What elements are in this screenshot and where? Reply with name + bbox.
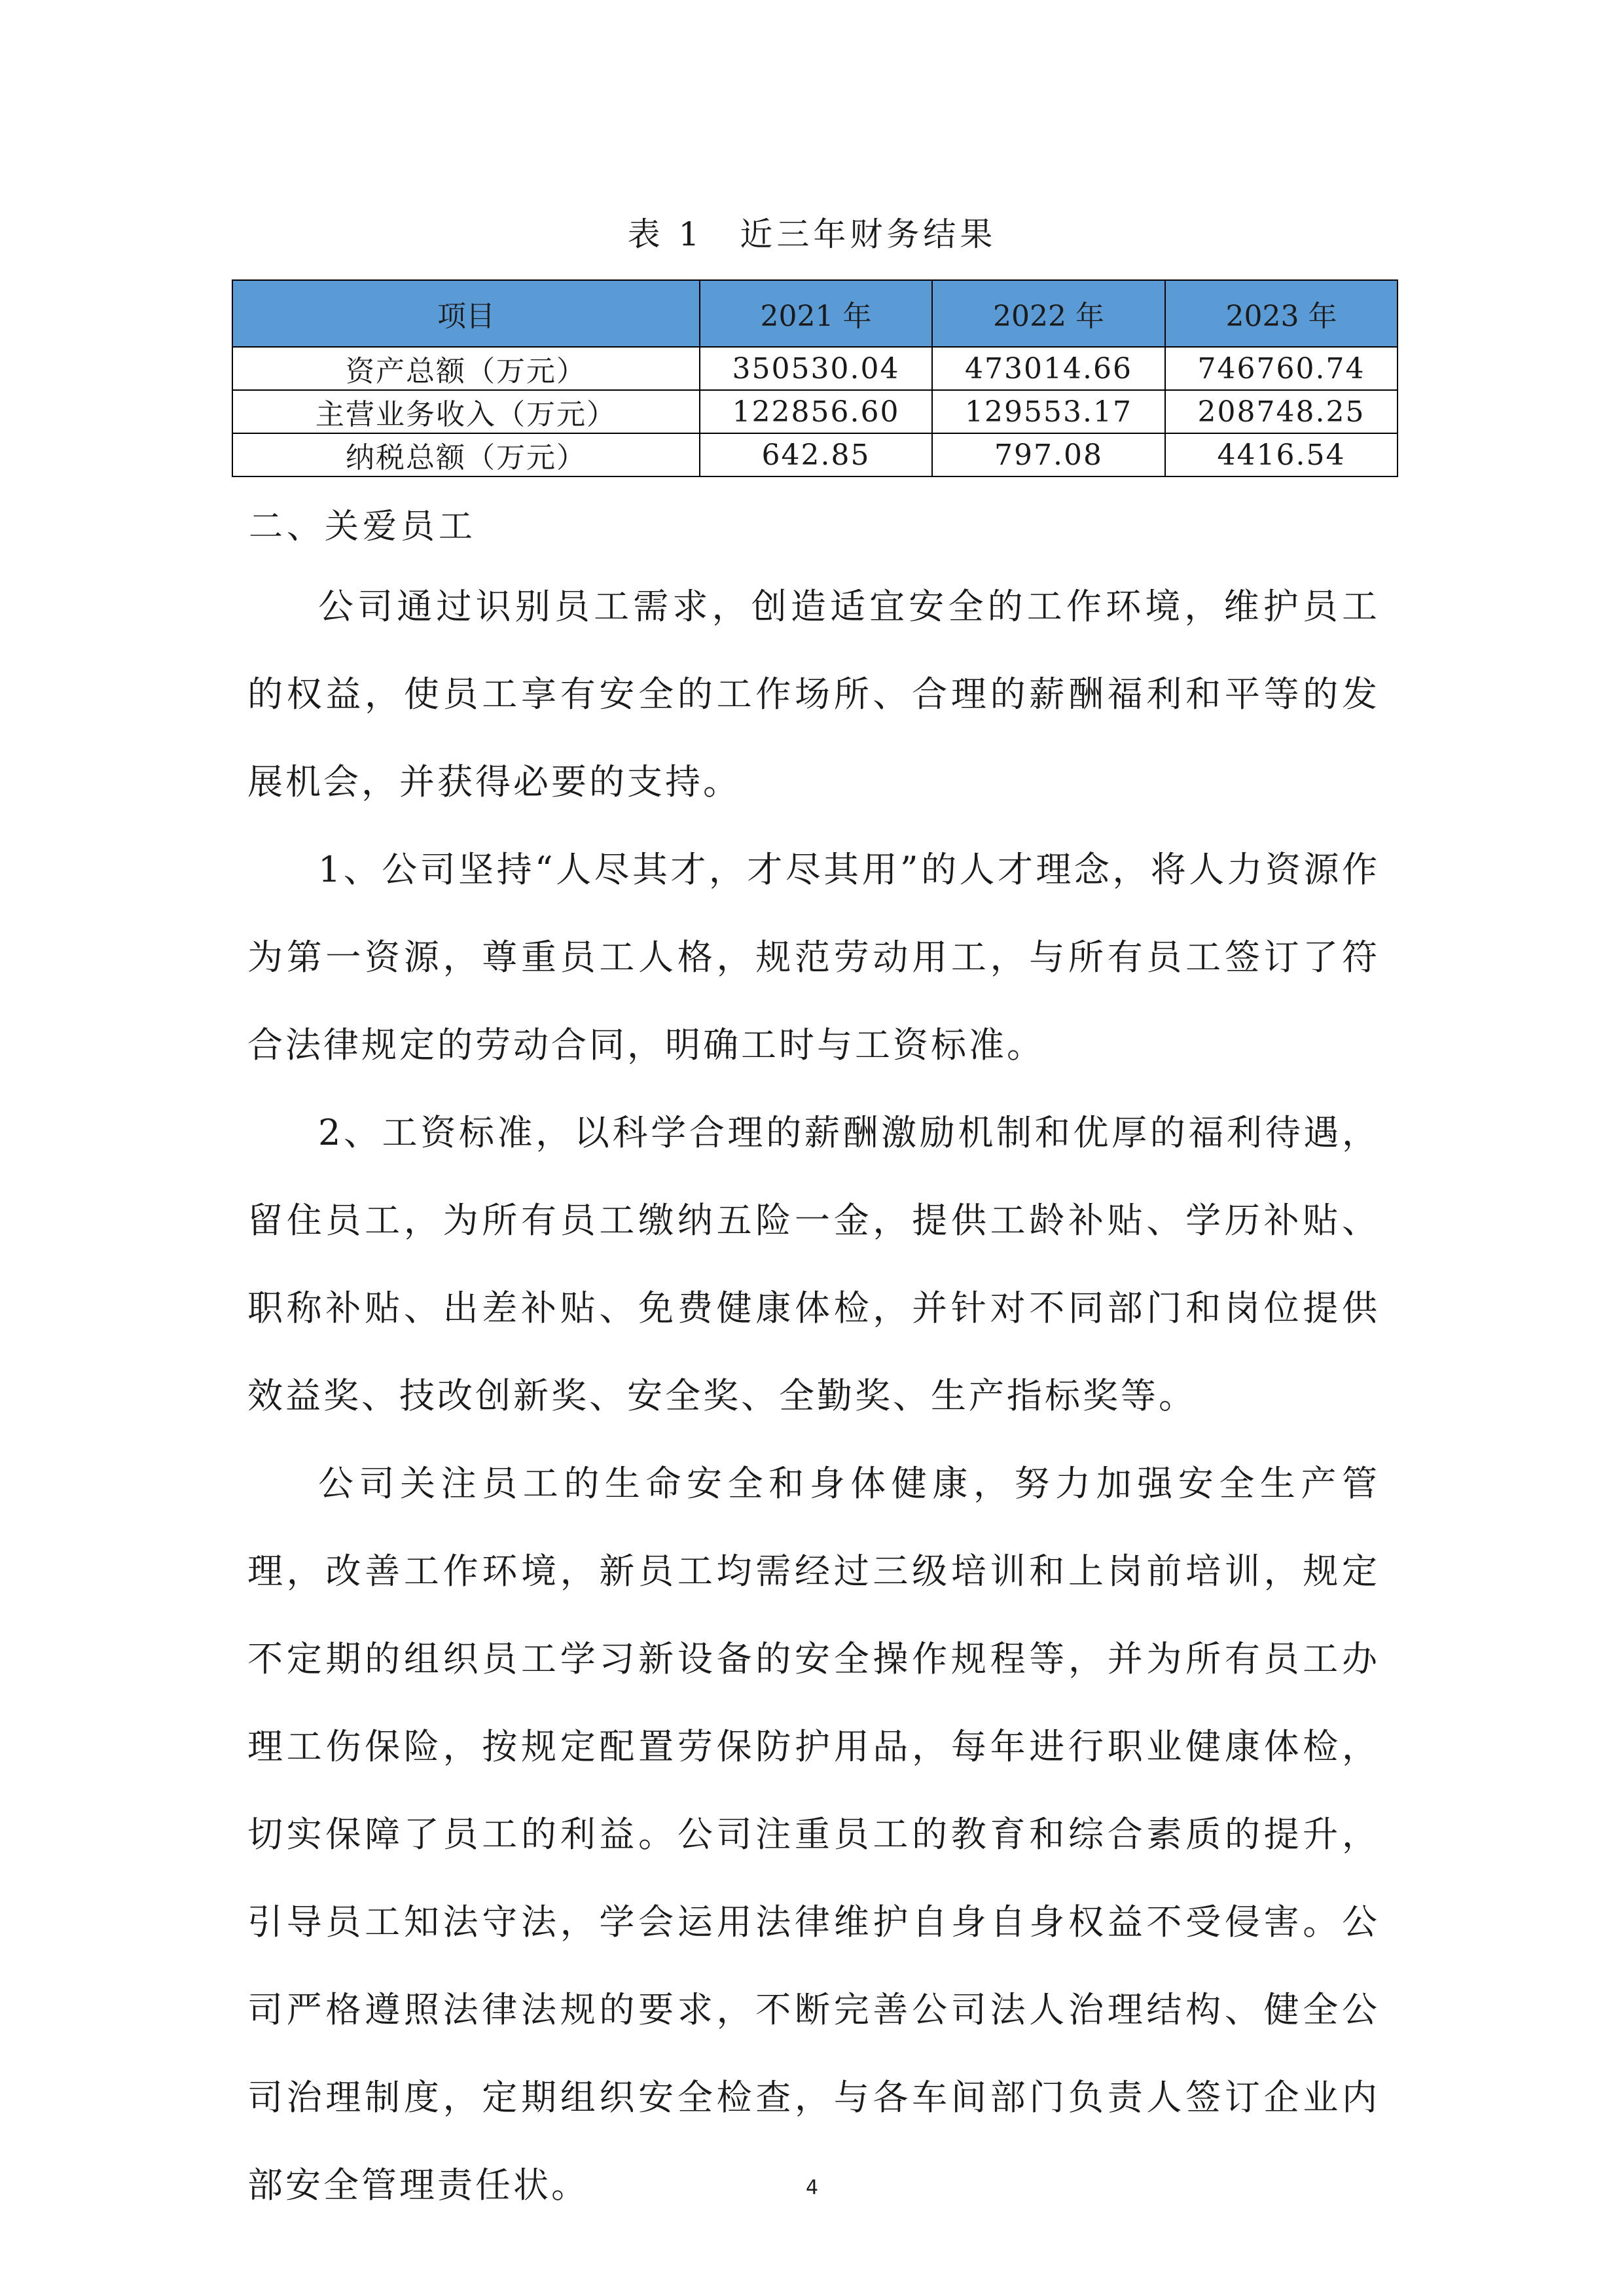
paragraph: 2、工资标准，以科学合理的薪酬激励机制和优厚的福利待遇，留住员工，为所有员工缴纳五险一金，提供工龄补贴、学历补贴、职称补贴、出差补贴、免费健康体检，并针对不同部门和岗位提供效益奖、技改创新奖、安全奖、全勤奖、生产指标奖等。 [247, 1112, 1380, 1416]
table-header-row [232, 280, 1398, 347]
financial-results-table [232, 279, 1398, 477]
page-number: 4 [805, 2176, 819, 2199]
table-row [232, 433, 1398, 476]
row-label: 资产总额（万元） [232, 347, 700, 390]
header-year-2021: 2021 年 [700, 280, 932, 347]
table-caption: 表 1 近三年财务结果 [627, 215, 997, 253]
body-text [247, 563, 1380, 2229]
header-year-2022: 2022 年 [932, 280, 1165, 347]
table-cell: 473014.66 [932, 347, 1165, 390]
row-label: 主营业务收入（万元） [232, 390, 700, 433]
table-cell: 797.08 [932, 433, 1165, 476]
table-cell: 122856.60 [700, 390, 932, 433]
paragraph: 公司关注员工的生命安全和身体健康，努力加强安全生产管理，改善工作环境，新员工均需经过三级培训和上岗前培训，规定不定期的组织员工学习新设备的安全操作规程等，并为所有员工办理工伤保险，按规定配置劳保防护用品，每年进行职业健康体检，切实保障了员工的利益。公司注重员工的教育和综合素质的提升，引导员工知法守法，学会运用法律维护自身自身权益不受侵害。公司严格遵照法律法规的要求，不断完善公司法人治理结构、健全公司治理制度，定期组织安全检查，与各车间部门负责人签订企业内部安全管理责任状。 [247, 1463, 1380, 2206]
row-label: 纳税总额（万元） [232, 433, 700, 476]
table-cell: 642.85 [700, 433, 932, 476]
header-item: 项目 [232, 280, 700, 347]
paragraph: 公司通过识别员工需求，创造适宜安全的工作环境，维护员工的权益，使员工享有安全的工作场所、合理的薪酬福利和平等的发展机会，并获得必要的支持。 [247, 586, 1380, 802]
table-cell: 350530.04 [700, 347, 932, 390]
paragraph: 1、公司坚持“人尽其才，才尽其用”的人才理念，将人力资源作为第一资源，尊重员工人格，规范劳动用工，与所有员工签订了符合法律规定的劳动合同，明确工时与工资标准。 [247, 849, 1380, 1066]
table-cell: 746760.74 [1165, 347, 1398, 390]
table-cell: 4416.54 [1165, 433, 1398, 476]
table-cell: 208748.25 [1165, 390, 1398, 433]
header-year-2023: 2023 年 [1165, 280, 1398, 347]
table-row [232, 390, 1398, 433]
table-cell: 129553.17 [932, 390, 1165, 433]
table-row [232, 347, 1398, 390]
section-heading: 二、关爱员工 [249, 507, 477, 547]
